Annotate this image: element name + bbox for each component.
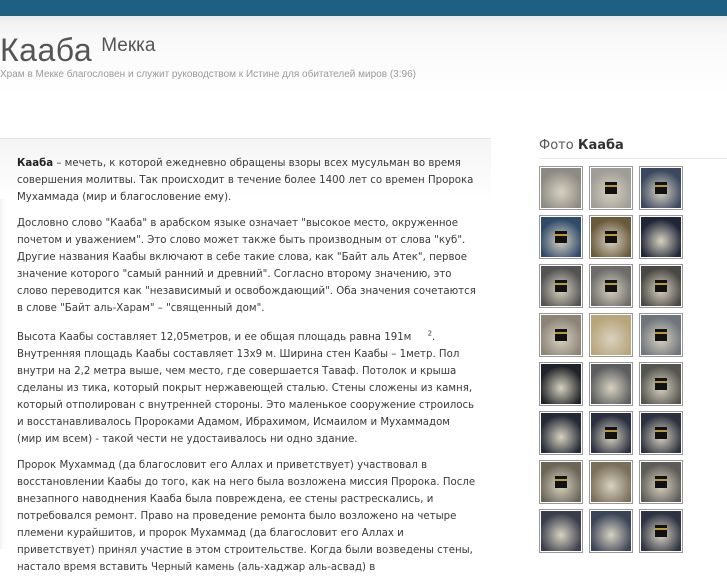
article-paragraph-3 — [17, 329, 477, 448]
kaaba-photo-image — [591, 364, 631, 404]
photo-sidebar — [539, 138, 727, 153]
kaaba-gold-band — [555, 332, 567, 334]
article-paragraph-3-part-a: Высота Каабы составляет 12,05метров, и ее общая площадь равна 191м — [17, 332, 412, 343]
kaaba-photo-image — [541, 315, 581, 355]
kaaba-gold-band — [555, 234, 567, 236]
kaaba-gold-band — [655, 185, 667, 187]
kaaba-photo-image — [541, 168, 581, 208]
kaaba-cube-shape — [555, 476, 567, 488]
article-paragraph-1-text: – мечеть, к которой ежедневно обращены взоры всех мусульман во время совершения молитвы. Так происходит в течение более 1400 лет со времен Пророка Мухаммада (мир и благословение ему). — [17, 158, 474, 203]
kaaba-photo-image — [641, 168, 681, 208]
photo-thumb-18[interactable] — [639, 411, 683, 455]
photo-thumb-17[interactable] — [589, 411, 633, 455]
kaaba-gold-band — [605, 185, 617, 187]
top-bar — [0, 0, 727, 16]
photo-thumb-8[interactable] — [589, 264, 633, 308]
kaaba-cube-shape — [555, 280, 567, 292]
kaaba-photo-image — [541, 413, 581, 453]
photo-divider — [539, 158, 727, 159]
photo-thumb-10[interactable] — [539, 313, 583, 357]
kaaba-cube-shape — [655, 280, 667, 292]
page-title: Кааба — [0, 32, 93, 68]
article-panel — [0, 138, 491, 573]
kaaba-cube-shape — [655, 427, 667, 439]
photo-thumb-11[interactable] — [589, 313, 633, 357]
photo-thumb-5[interactable] — [589, 215, 633, 259]
page-subtitle: Мекка — [101, 35, 156, 56]
kaaba-photo-image — [641, 315, 681, 355]
photo-thumb-9[interactable] — [639, 264, 683, 308]
kaaba-gold-band — [605, 234, 617, 236]
kaaba-photo-image — [641, 266, 681, 306]
kaaba-cube-shape — [605, 427, 617, 439]
article-paragraph-2: Дословно слово "Кааба" в арабском языке означает "высокое место, окруженное почетом и уважением". Это слово может также быть производным от слова "куб". Другие названия Каабы включают в себе такие слова, как "Байт аль Атек", первое значение которого "самый ранний и древний". Согласно второму значению, это слово переводится как "независимый и освобождающий". Оба значения сочетаются в слове "Байт аль-Харам" – "священный дом". — [17, 218, 476, 314]
kaaba-photo-image — [641, 217, 681, 257]
kaaba-gold-band — [555, 479, 567, 481]
photo-heading-label: Фото — [539, 138, 574, 153]
kaaba-photo-image — [591, 266, 631, 306]
kaaba-photo-image — [641, 511, 681, 551]
photo-thumb-2[interactable] — [589, 166, 633, 210]
photo-thumb-13[interactable] — [539, 362, 583, 406]
photo-thumb-4[interactable] — [539, 215, 583, 259]
kaaba-gold-band — [555, 283, 567, 285]
kaaba-gold-band — [655, 430, 667, 432]
photo-thumb-3[interactable] — [639, 166, 683, 210]
kaaba-photo-image — [591, 217, 631, 257]
kaaba-cube-shape — [605, 182, 617, 194]
kaaba-cube-shape — [655, 525, 667, 537]
photo-thumb-15[interactable] — [639, 362, 683, 406]
site-header — [0, 32, 155, 69]
kaaba-gold-band — [655, 528, 667, 530]
photo-heading-subject: Кааба — [577, 138, 624, 153]
photo-thumb-6[interactable] — [639, 215, 683, 259]
photo-thumb-21[interactable] — [639, 460, 683, 504]
kaaba-cube-shape — [555, 231, 567, 243]
kaaba-gold-band — [655, 479, 667, 481]
kaaba-cube-shape — [655, 378, 667, 390]
photo-thumb-22[interactable] — [539, 509, 583, 553]
kaaba-cube-shape — [555, 329, 567, 341]
kaaba-gold-band — [655, 381, 667, 383]
kaaba-gold-band — [655, 332, 667, 334]
kaaba-photo-image — [541, 462, 581, 502]
kaaba-photo-image — [591, 511, 631, 551]
kaaba-photo-image — [591, 315, 631, 355]
kaaba-cube-shape — [655, 476, 667, 488]
article-paragraph-4: Пророк Мухаммад (да благословит его Аллах и приветствует) участвовал в восстановлении Каабы до того, как на него была возложена миссия Пророка. После внезапного наводнения Кааба была повреждена, ее стены растрескались, и потребовался ремонт. Право на проведение ремонта было возложено на четыре племени курайшитов, и пророк Мухаммад (да благословит его Аллах и приветствует) принял участие в этом строительстве. Когда были возведены стены, настало время вставить Черный камень (аль-хаджар аль-асвад) в — [17, 460, 476, 573]
kaaba-photo-image — [541, 511, 581, 551]
kaaba-photo-image — [641, 462, 681, 502]
kaaba-photo-image — [541, 364, 581, 404]
photo-heading — [539, 138, 727, 153]
photo-thumb-20[interactable] — [589, 460, 633, 504]
kaaba-photo-image — [541, 266, 581, 306]
article-lead-term: Кааба — [17, 158, 54, 169]
kaaba-cube-shape — [605, 231, 617, 243]
photo-thumb-16[interactable] — [539, 411, 583, 455]
kaaba-cube-shape — [605, 280, 617, 292]
photo-thumb-23[interactable] — [589, 509, 633, 553]
kaaba-photo-image — [641, 364, 681, 404]
page-tagline: Храм в Мекке благословен и служит руководством к Истине для обитателей миров (3:96) — [0, 69, 416, 80]
photo-thumb-24[interactable] — [639, 509, 683, 553]
kaaba-photo-image — [591, 168, 631, 208]
kaaba-gold-band — [605, 430, 617, 432]
photo-thumb-12[interactable] — [639, 313, 683, 357]
kaaba-cube-shape — [655, 182, 667, 194]
kaaba-gold-band — [655, 283, 667, 285]
kaaba-photo-image — [641, 413, 681, 453]
kaaba-photo-image — [591, 462, 631, 502]
kaaba-photo-image — [541, 217, 581, 257]
kaaba-gold-band — [605, 283, 617, 285]
superscript-2: 2 — [427, 329, 433, 338]
photo-thumb-14[interactable] — [589, 362, 633, 406]
photo-thumb-1[interactable] — [539, 166, 583, 210]
article-body — [17, 155, 477, 585]
photo-thumb-7[interactable] — [539, 264, 583, 308]
photo-thumb-19[interactable] — [539, 460, 583, 504]
article-paragraph-3-part-b: . Внутренняя площадь Каабы составляет 13х9 м. Ширина стен Каабы – 1метр. Пол внутри на 2,2 метра выше, чем место, где совершается Таваф. Потолок и крыша сделаны из тика, который покрыт нержавеющей сталью. Стены сложены из камня, который отполирован с внутренней стороны. Это маленькое сооружение строилось и восстанавливалось Пророками Адамом, Ибрахимом, Исмаилом и Мухаммадом (мир им всем) - такой чести не удостаивалось ни одно здание. — [17, 332, 475, 445]
kaaba-cube-shape — [655, 329, 667, 341]
article-paragraph-1 — [17, 155, 477, 206]
kaaba-photo-image — [591, 413, 631, 453]
